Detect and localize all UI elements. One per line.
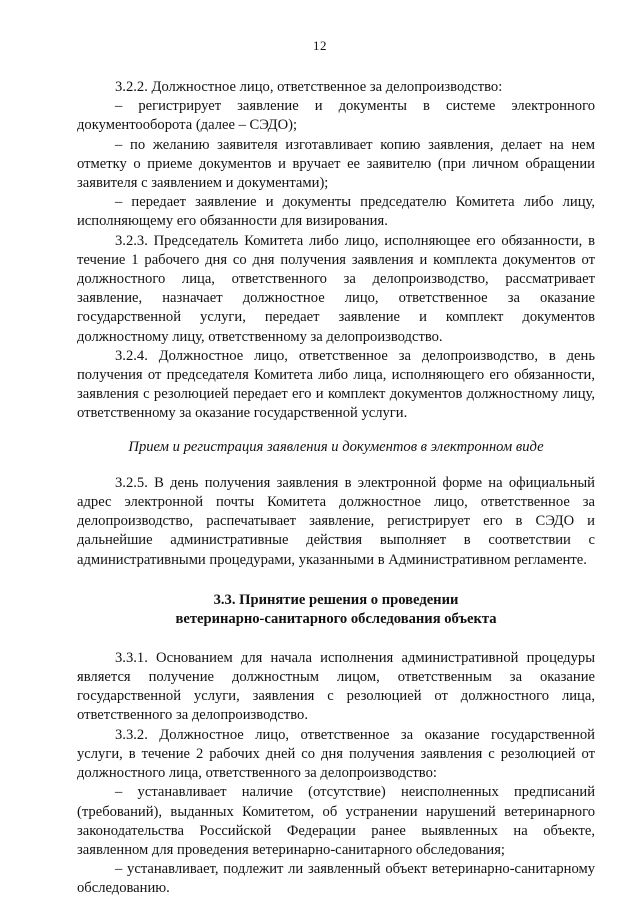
- paragraph-check-prescriptions: – устанавливает наличие (отсутствие) неисполненных предписаний (требований), выданных Комитетом, об устранении нарушений ветеринарного законодательства Российской Федерации ранее выявленных на объекте, заявленном для проведения ветеринарно-санитарного обследования;: [77, 784, 595, 858]
- paragraph-check-object: – устанавливает, подлежит ли заявленный объект ветеринарно-санитарному обследованию.: [77, 861, 595, 897]
- section-title-3-3: [77, 591, 595, 630]
- paragraph-3-2-3: 3.2.3. Председатель Комитета либо лицо, исполняющее его обязанности, в течение 1 рабочего дня со дня получения заявления и комплекта документов от должностного лица, ответственного за делопроизводство, рассматривает заявление, назначает должностное лицо, ответственное за оказание государственной услуги, передает заявление и комплект документов должностному лицу, ответственному за делопроизводство.: [77, 232, 595, 345]
- page-number: 12: [313, 38, 327, 53]
- paragraph-copy-application: – по желанию заявителя изготавливает копию заявления, делает на нем отметку о приеме документов и вручает ее заявителю (при личном обращении заявителя с заявлением и документами);: [77, 136, 595, 192]
- section-title-line-2: ветеринарно-санитарного обследования объекта: [175, 611, 497, 628]
- document-body: [77, 78, 595, 899]
- paragraph-3-2-4: 3.2.4. Должностное лицо, ответственное за делопроизводство, в день получения от председателя Комитета либо лица, исполняющего его обязанности, заявления с резолюцией передает его и комплект документов должностному лицу, ответственному за оказание государственной услуги.: [77, 347, 595, 422]
- paragraph-3-3-1: 3.3.1. Основанием для начала исполнения административной процедуры является получение должностным лицом, ответственным за оказание государственной услуги, заявления с резолюцией от должностного лица, ответственного за делопроизводство.: [77, 649, 595, 724]
- section-title-line-1: 3.3. Принятие решения о проведении: [213, 591, 459, 608]
- paragraph-register-sedo: – регистрирует заявление и документы в системе электронного документооборота (далее – СЭДО);: [77, 98, 595, 134]
- subheading-electronic-reception: Прием и регистрация заявления и документов в электронном виде: [128, 438, 544, 455]
- paragraph-3-2-5: 3.2.5. В день получения заявления в электронной форме на официальный адрес электронной почты Комитета должностное лицо, ответственное за делопроизводство, распечатывает заявление, регистрирует его в СЭДО и дальнейшие административные действия выполняет в соответствии с административными процедурами, указанными в Административном регламенте.: [77, 474, 595, 568]
- paragraph-transfer-chairman: – передает заявление и документы председателю Комитета либо лицу, исполняющему его обязанности для визирования.: [77, 194, 595, 230]
- paragraph-3-3-2: 3.3.2. Должностное лицо, ответственное за оказание государственной услуги, в течение 2 рабочих дней со дня получения заявления с резолюцией от должностного лица, ответственного за делопроизводство:: [77, 726, 595, 782]
- paragraph-3-2-2: 3.2.2. Должностное лицо, ответственное за делопроизводство:: [115, 79, 503, 95]
